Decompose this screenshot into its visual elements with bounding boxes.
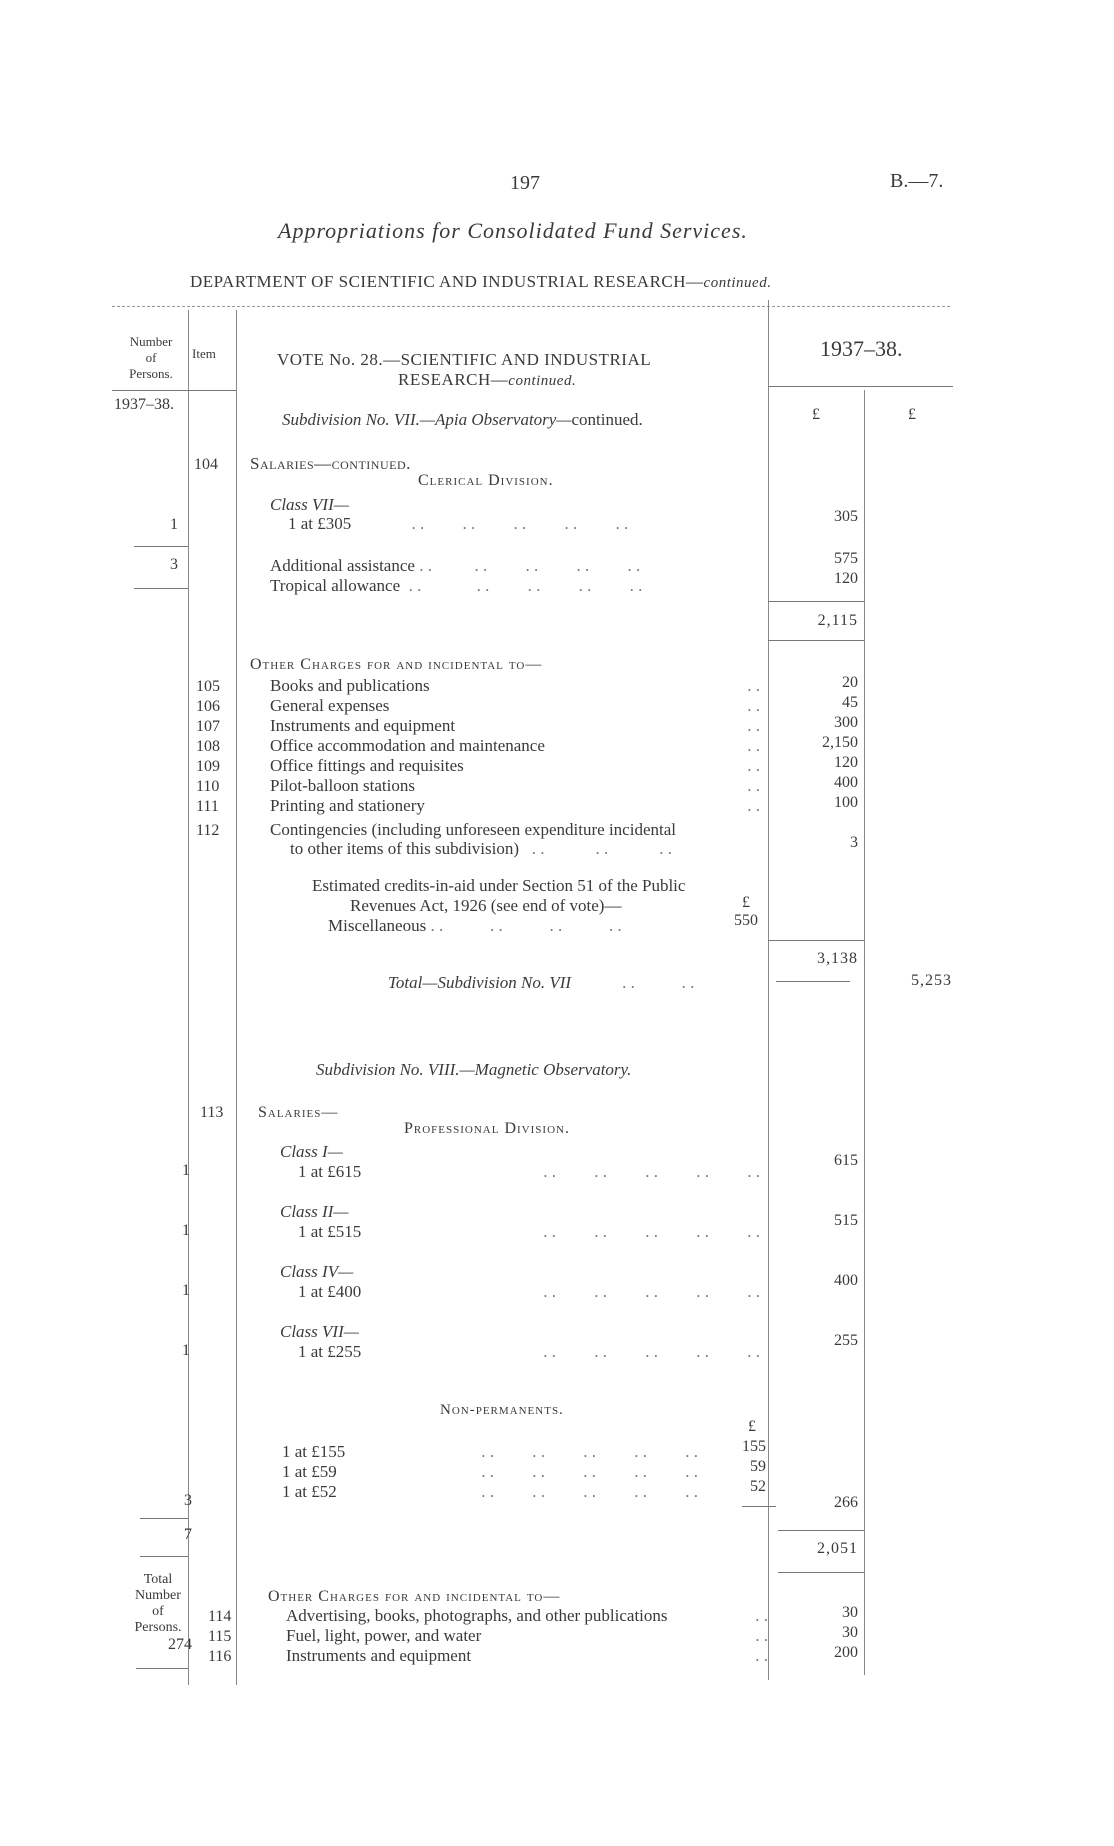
item-number: 110 bbox=[196, 778, 220, 795]
np-row-text: 1 at £155 bbox=[282, 1442, 346, 1461]
contingencies-amount: 3 bbox=[850, 834, 858, 851]
class8-persons: 1 bbox=[182, 1222, 190, 1239]
additional-text: Additional assistance bbox=[270, 556, 415, 575]
year-rule bbox=[768, 386, 953, 387]
professional-division: Professional Division. bbox=[404, 1120, 570, 1137]
item-number: 107 bbox=[196, 718, 220, 735]
other7-row-amount: 45 bbox=[842, 694, 858, 711]
other7-row-text: Printing and stationery bbox=[270, 796, 425, 815]
total7-row: Total—Subdivision No. VII . . . . bbox=[388, 973, 695, 992]
other8-row-text: Fuel, light, power, and water bbox=[286, 1626, 482, 1645]
np-total: 266 bbox=[834, 1494, 858, 1511]
non-permanents: Non-permanents. bbox=[440, 1402, 564, 1418]
class8-row-text: 1 at £615 bbox=[298, 1162, 362, 1181]
class7-persons: 1 bbox=[170, 516, 178, 533]
other7-row bbox=[270, 716, 760, 736]
other7-row-text: Office accommodation and maintenance bbox=[270, 736, 545, 755]
other7-row-leader: . . bbox=[747, 776, 760, 795]
other7-row-amount: 100 bbox=[834, 794, 858, 811]
item-number: 115 bbox=[208, 1628, 232, 1645]
contingencies-line2: to other items of this subdivision) . . . . . . bbox=[290, 839, 673, 858]
np-persons: 3 bbox=[184, 1492, 192, 1509]
total-persons-line2: Number bbox=[135, 1588, 181, 1603]
class8-row-text: 1 at £400 bbox=[298, 1282, 362, 1301]
subdivision8-heading: Subdivision No. VIII.—Magnetic Observatory. bbox=[316, 1060, 632, 1079]
other7-row-amount: 300 bbox=[834, 714, 858, 731]
vote-title-research: RESEARCH— bbox=[398, 370, 509, 389]
total7-amount: 5,253 bbox=[911, 972, 952, 989]
other8-row bbox=[286, 1626, 768, 1646]
total-persons-line1: Total bbox=[143, 1572, 173, 1587]
other7-row-leader: . . bbox=[747, 696, 760, 715]
persons-rule-a bbox=[134, 546, 188, 547]
class8-persons: 1 bbox=[182, 1162, 190, 1179]
np-row-amount: 59 bbox=[750, 1458, 766, 1475]
vote-title-line2 bbox=[398, 370, 576, 390]
total-persons-rule bbox=[136, 1668, 188, 1669]
other7-row-leader: . . bbox=[747, 736, 760, 755]
class8-label: Class VII— bbox=[280, 1322, 359, 1341]
tropical-row: Tropical allowance . . . . . . . . . . bbox=[270, 576, 643, 595]
np-rule bbox=[742, 1506, 776, 1507]
page-reference: B.—7. bbox=[890, 170, 944, 192]
other7-row-amount: 2,150 bbox=[822, 734, 858, 751]
other7-row bbox=[270, 796, 760, 816]
other7-rule bbox=[768, 940, 864, 941]
class8-row-text: 1 at £515 bbox=[298, 1222, 362, 1241]
class8-row-leader: . . . . . . . . . . bbox=[543, 1342, 760, 1361]
credits-line1: Estimated credits-in-aid under Section 51 of the Public bbox=[312, 876, 686, 895]
other7-row-leader: . . bbox=[747, 676, 760, 695]
other7-row bbox=[270, 676, 760, 696]
class8-amount: 255 bbox=[834, 1332, 858, 1349]
year-header: 1937–38. bbox=[820, 336, 903, 361]
other8-row-text: Advertising, books, photographs, and other publications bbox=[286, 1606, 668, 1625]
class8-amount: 515 bbox=[834, 1212, 858, 1229]
vote-title-line1: VOTE No. 28.—SCIENTIFIC AND INDUSTRIAL bbox=[277, 350, 652, 369]
pound-col1: £ bbox=[812, 406, 820, 423]
header-rule-top bbox=[112, 306, 950, 307]
other7-row-leader: . . bbox=[747, 796, 760, 815]
department-name: DEPARTMENT OF SCIENTIFIC AND INDUSTRIAL RESEARCH— bbox=[190, 272, 704, 291]
np-row-leader: . . . . . . . . . . bbox=[481, 1462, 698, 1481]
np-row-text: 1 at £59 bbox=[282, 1462, 337, 1481]
salaries8-rule-b bbox=[778, 1572, 864, 1573]
other7-row-leader: . . bbox=[747, 716, 760, 735]
persons8-rule-a bbox=[140, 1518, 188, 1519]
department-suffix: continued. bbox=[703, 275, 772, 291]
persons-header-line3: Persons. bbox=[129, 366, 173, 381]
np-pound: £ bbox=[748, 1418, 756, 1435]
vote-title-suffix: continued. bbox=[508, 373, 577, 389]
salaries-label: Salaries—continued. bbox=[250, 454, 411, 473]
class8-row-leader: . . . . . . . . . . bbox=[543, 1222, 760, 1241]
subdivision7-title: Subdivision No. VII.—Apia Observatory— bbox=[282, 410, 572, 429]
item-header: Item bbox=[192, 346, 216, 361]
class7-amount: 305 bbox=[834, 508, 858, 525]
item-number: 114 bbox=[208, 1608, 232, 1625]
class8-persons: 1 bbox=[182, 1342, 190, 1359]
persons-header-line2: of bbox=[145, 350, 157, 365]
other7-row bbox=[270, 736, 760, 756]
np-row-leader: . . . . . . . . . . bbox=[481, 1442, 698, 1461]
total7-label: Total—Subdivision No. VII bbox=[388, 973, 572, 992]
other8-row-leader: . . bbox=[755, 1626, 768, 1645]
additional-row: Additional assistance . . . . . . . . . . bbox=[270, 556, 641, 575]
other7-row bbox=[270, 756, 760, 776]
other7-row-text: Pilot-balloon stations bbox=[270, 776, 415, 795]
other7-total: 3,138 bbox=[817, 950, 858, 967]
class8-row bbox=[298, 1342, 760, 1362]
item-104: 104 bbox=[194, 456, 218, 473]
total-persons-block bbox=[130, 1572, 186, 1636]
salaries7-rule-b bbox=[768, 640, 864, 641]
class7-row: 1 at £305 . . . . . . . . . . bbox=[288, 514, 629, 533]
other8-row bbox=[286, 1646, 768, 1666]
col-item-right bbox=[236, 310, 237, 1685]
department-heading bbox=[190, 272, 771, 292]
credits-misc: Miscellaneous bbox=[328, 916, 427, 935]
total-persons-line4: Persons. bbox=[134, 1620, 182, 1635]
item-number: 109 bbox=[196, 758, 220, 775]
other8-row-leader: . . bbox=[755, 1646, 768, 1665]
other7-row-text: General expenses bbox=[270, 696, 390, 715]
pound-col2: £ bbox=[908, 406, 916, 423]
item-112: 112 bbox=[196, 822, 220, 839]
persons8-rule-b bbox=[140, 1556, 188, 1557]
item-number: 106 bbox=[196, 698, 220, 715]
page-title: Appropriations for Consolidated Fund Services. bbox=[278, 218, 748, 243]
salaries8-label: Salaries— bbox=[258, 1104, 339, 1121]
other7-row-amount: 120 bbox=[834, 754, 858, 771]
class8-row bbox=[298, 1282, 760, 1302]
other7-row-amount: 400 bbox=[834, 774, 858, 791]
other7-rule-b bbox=[776, 981, 850, 982]
credits-pound: £ bbox=[742, 894, 750, 911]
tropical-amount: 120 bbox=[834, 570, 858, 587]
class8-row-text: 1 at £255 bbox=[298, 1342, 362, 1361]
subdivision7-suffix: continued. bbox=[571, 410, 643, 429]
np-row-amount: 155 bbox=[742, 1438, 766, 1455]
other8-row-leader: . . bbox=[755, 1606, 768, 1625]
persons-year: 1937–38. bbox=[114, 396, 174, 413]
salaries8-total: 2,051 bbox=[817, 1540, 858, 1557]
item-number: 108 bbox=[196, 738, 220, 755]
total-persons-line3: of bbox=[152, 1604, 164, 1619]
class8-row-leader: . . . . . . . . . . bbox=[543, 1162, 760, 1181]
salaries7-rule bbox=[768, 601, 864, 602]
credits-line2: Revenues Act, 1926 (see end of vote)— bbox=[350, 896, 622, 915]
class7-label: Class VII— bbox=[270, 495, 349, 514]
other7-row-text: Instruments and equipment bbox=[270, 716, 456, 735]
class8-amount: 615 bbox=[834, 1152, 858, 1169]
persons-header bbox=[118, 334, 184, 382]
clerical-division: Clerical Division. bbox=[418, 472, 554, 489]
item-number: 111 bbox=[196, 798, 219, 815]
np-row bbox=[282, 1482, 698, 1502]
salaries8-rule bbox=[778, 1530, 864, 1531]
other7-row-text: Office fittings and requisites bbox=[270, 756, 464, 775]
class8-row-leader: . . . . . . . . . . bbox=[543, 1282, 760, 1301]
item-number: 116 bbox=[208, 1648, 232, 1665]
class7-text: 1 at £305 bbox=[288, 514, 352, 533]
np-row-leader: . . . . . . . . . . bbox=[481, 1482, 698, 1501]
additional-amount: 575 bbox=[834, 550, 858, 567]
other7-row-text: Books and publications bbox=[270, 676, 430, 695]
other8-row-amount: 200 bbox=[834, 1644, 858, 1661]
salaries7-total: 2,115 bbox=[817, 612, 858, 629]
class8-row bbox=[298, 1162, 760, 1182]
np-row-text: 1 at £52 bbox=[282, 1482, 337, 1501]
other8-heading: Other Charges for and incidental to— bbox=[268, 1588, 561, 1605]
other8-row-amount: 30 bbox=[842, 1624, 858, 1641]
tropical-text: Tropical allowance bbox=[270, 576, 401, 595]
other7-row bbox=[270, 696, 760, 716]
col-amount-right bbox=[864, 390, 865, 1675]
contingencies-line2-text: to other items of this subdivision) bbox=[290, 839, 520, 858]
other7-row-leader: . . bbox=[747, 756, 760, 775]
np-row-amount: 52 bbox=[750, 1478, 766, 1495]
persons-header-rule bbox=[112, 390, 236, 391]
contingencies-line1: Contingencies (including unforeseen expenditure incidental bbox=[270, 820, 676, 839]
subdivision7-heading bbox=[282, 410, 643, 430]
class8-label: Class IV— bbox=[280, 1262, 354, 1281]
persons-header-line1: Number bbox=[129, 334, 173, 349]
persons-rule-b bbox=[134, 588, 188, 589]
other7-row-amount: 20 bbox=[842, 674, 858, 691]
additional-persons: 3 bbox=[170, 556, 178, 573]
other7-heading: Other Charges for and incidental to— bbox=[250, 656, 543, 673]
class8-label: Class II— bbox=[280, 1202, 349, 1221]
page-number: 197 bbox=[510, 172, 540, 194]
other7-row bbox=[270, 776, 760, 796]
credits-amount: 550 bbox=[734, 912, 758, 929]
item-113: 113 bbox=[200, 1104, 224, 1121]
item-number: 105 bbox=[196, 678, 220, 695]
np-row bbox=[282, 1462, 698, 1482]
col-persons-right bbox=[188, 310, 189, 1685]
other8-row-text: Instruments and equipment bbox=[286, 1646, 472, 1665]
class8-amount: 400 bbox=[834, 1272, 858, 1289]
col-desc-right bbox=[768, 300, 769, 1680]
class8-persons: 1 bbox=[182, 1282, 190, 1299]
class8-label: Class I— bbox=[280, 1142, 343, 1161]
np-row bbox=[282, 1442, 698, 1462]
other8-row-amount: 30 bbox=[842, 1604, 858, 1621]
persons8-subtotal: 7 bbox=[184, 1526, 192, 1543]
total-persons-value: 274 bbox=[168, 1636, 192, 1653]
class8-row bbox=[298, 1222, 760, 1242]
credits-misc-row: Miscellaneous . . . . . . . . bbox=[328, 916, 622, 935]
other8-row bbox=[286, 1606, 768, 1626]
